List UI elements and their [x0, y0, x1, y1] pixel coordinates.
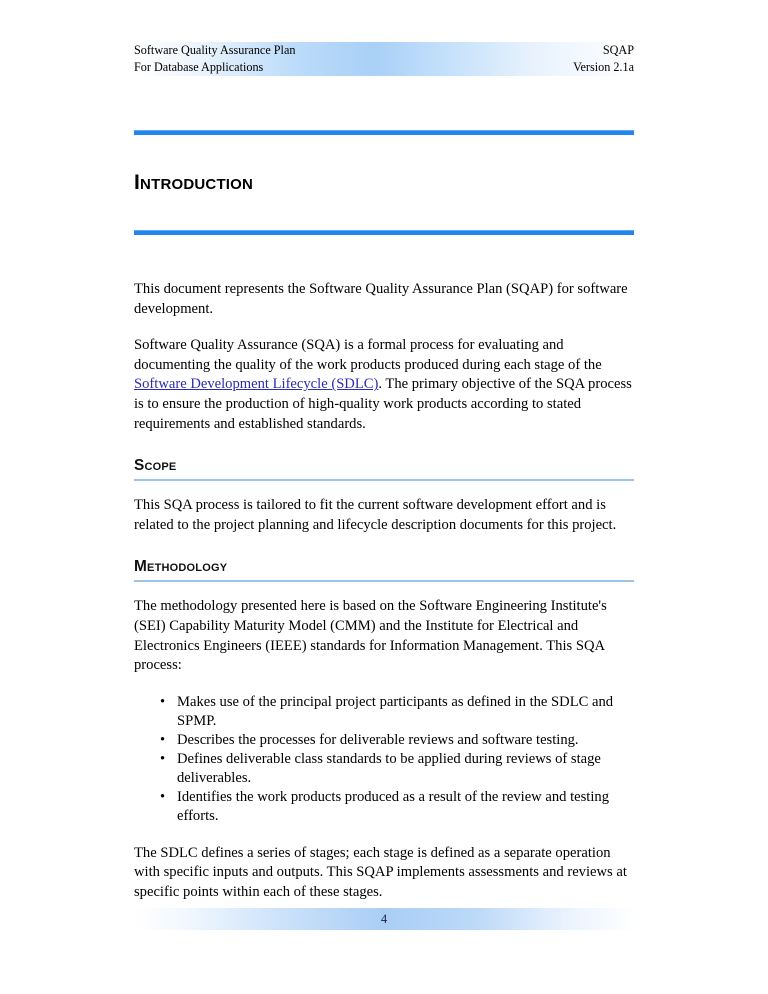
intro-paragraph-2 — [134, 336, 634, 434]
list-item-text: Identifies the work products produced as a result of the review and testing efforts. — [177, 788, 610, 824]
list-item-text: Defines deliverable class standards to be applied during reviews of stage deliverables. — [177, 750, 601, 786]
methodology-heading: Methodology — [134, 557, 634, 582]
document-content — [134, 280, 634, 920]
header-doc-version: Version 2.1a — [573, 59, 634, 74]
header-doc-title: Software Quality Assurance Plan — [134, 43, 296, 57]
header-doc-code: SQAP — [602, 43, 634, 57]
scope-paragraph: This SQA process is tailored to fit the current software development effort and is related to the project planning and lifecycle description documents for this project. — [134, 497, 617, 533]
header-left-block — [134, 42, 295, 75]
section-methodology — [134, 557, 634, 902]
scope-heading: Scope — [134, 456, 634, 481]
list-item-text: Describes the processes for deliverable reviews and software testing. — [177, 731, 579, 748]
bullet-icon: • — [160, 788, 166, 805]
header-doc-subtitle: For Database Applications — [134, 59, 264, 74]
methodology-closing-paragraph: The SDLC defines a series of stages; each stage is defined as a separate operation with specific inputs and outputs. This SQAP implements assessments and reviews at specific points within each of these stages. — [134, 844, 627, 900]
section-scope — [134, 456, 634, 535]
title-rule-top — [134, 130, 634, 135]
page-title: Introduction — [134, 171, 254, 194]
bullet-icon: • — [160, 693, 166, 710]
list-item — [134, 693, 634, 731]
header-right-block — [573, 42, 634, 75]
list-item — [134, 788, 634, 826]
bullet-icon: • — [160, 731, 166, 748]
page-header — [134, 42, 634, 76]
page-number: 4 — [380, 912, 388, 926]
intro-paragraph-2-text-before: Software Quality Assurance (SQA) is a formal process for evaluating and documenting the quality of the work products produced during each stage of the — [134, 337, 602, 373]
intro-paragraph-1: This document represents the Software Quality Assurance Plan (SQAP) for software development. — [134, 281, 628, 317]
header-row — [134, 42, 634, 75]
title-rule-bottom — [134, 230, 634, 235]
page-footer — [134, 908, 634, 930]
bullet-icon: • — [160, 750, 166, 767]
methodology-bullet-list — [134, 693, 634, 826]
list-item — [134, 750, 634, 788]
list-item-text: Makes use of the principal project participants as defined in the SDLC and SPMP. — [177, 693, 614, 729]
sdlc-link[interactable]: Software Development Lifecycle (SDLC) — [134, 376, 379, 393]
methodology-paragraph: The methodology presented here is based on the Software Engineering Institute's (SEI) Capability Maturity Model (CMM) and the Institute for Electrical and Electronics Engineers (IEEE) standards for Information Management. This SQA process: — [134, 598, 607, 674]
intro-paragraph-2-text-after: . The primary objective of the SQA process is to ensure the production of high-quality work products according to stated requirements and established standards. — [134, 376, 632, 432]
list-item — [134, 731, 634, 750]
